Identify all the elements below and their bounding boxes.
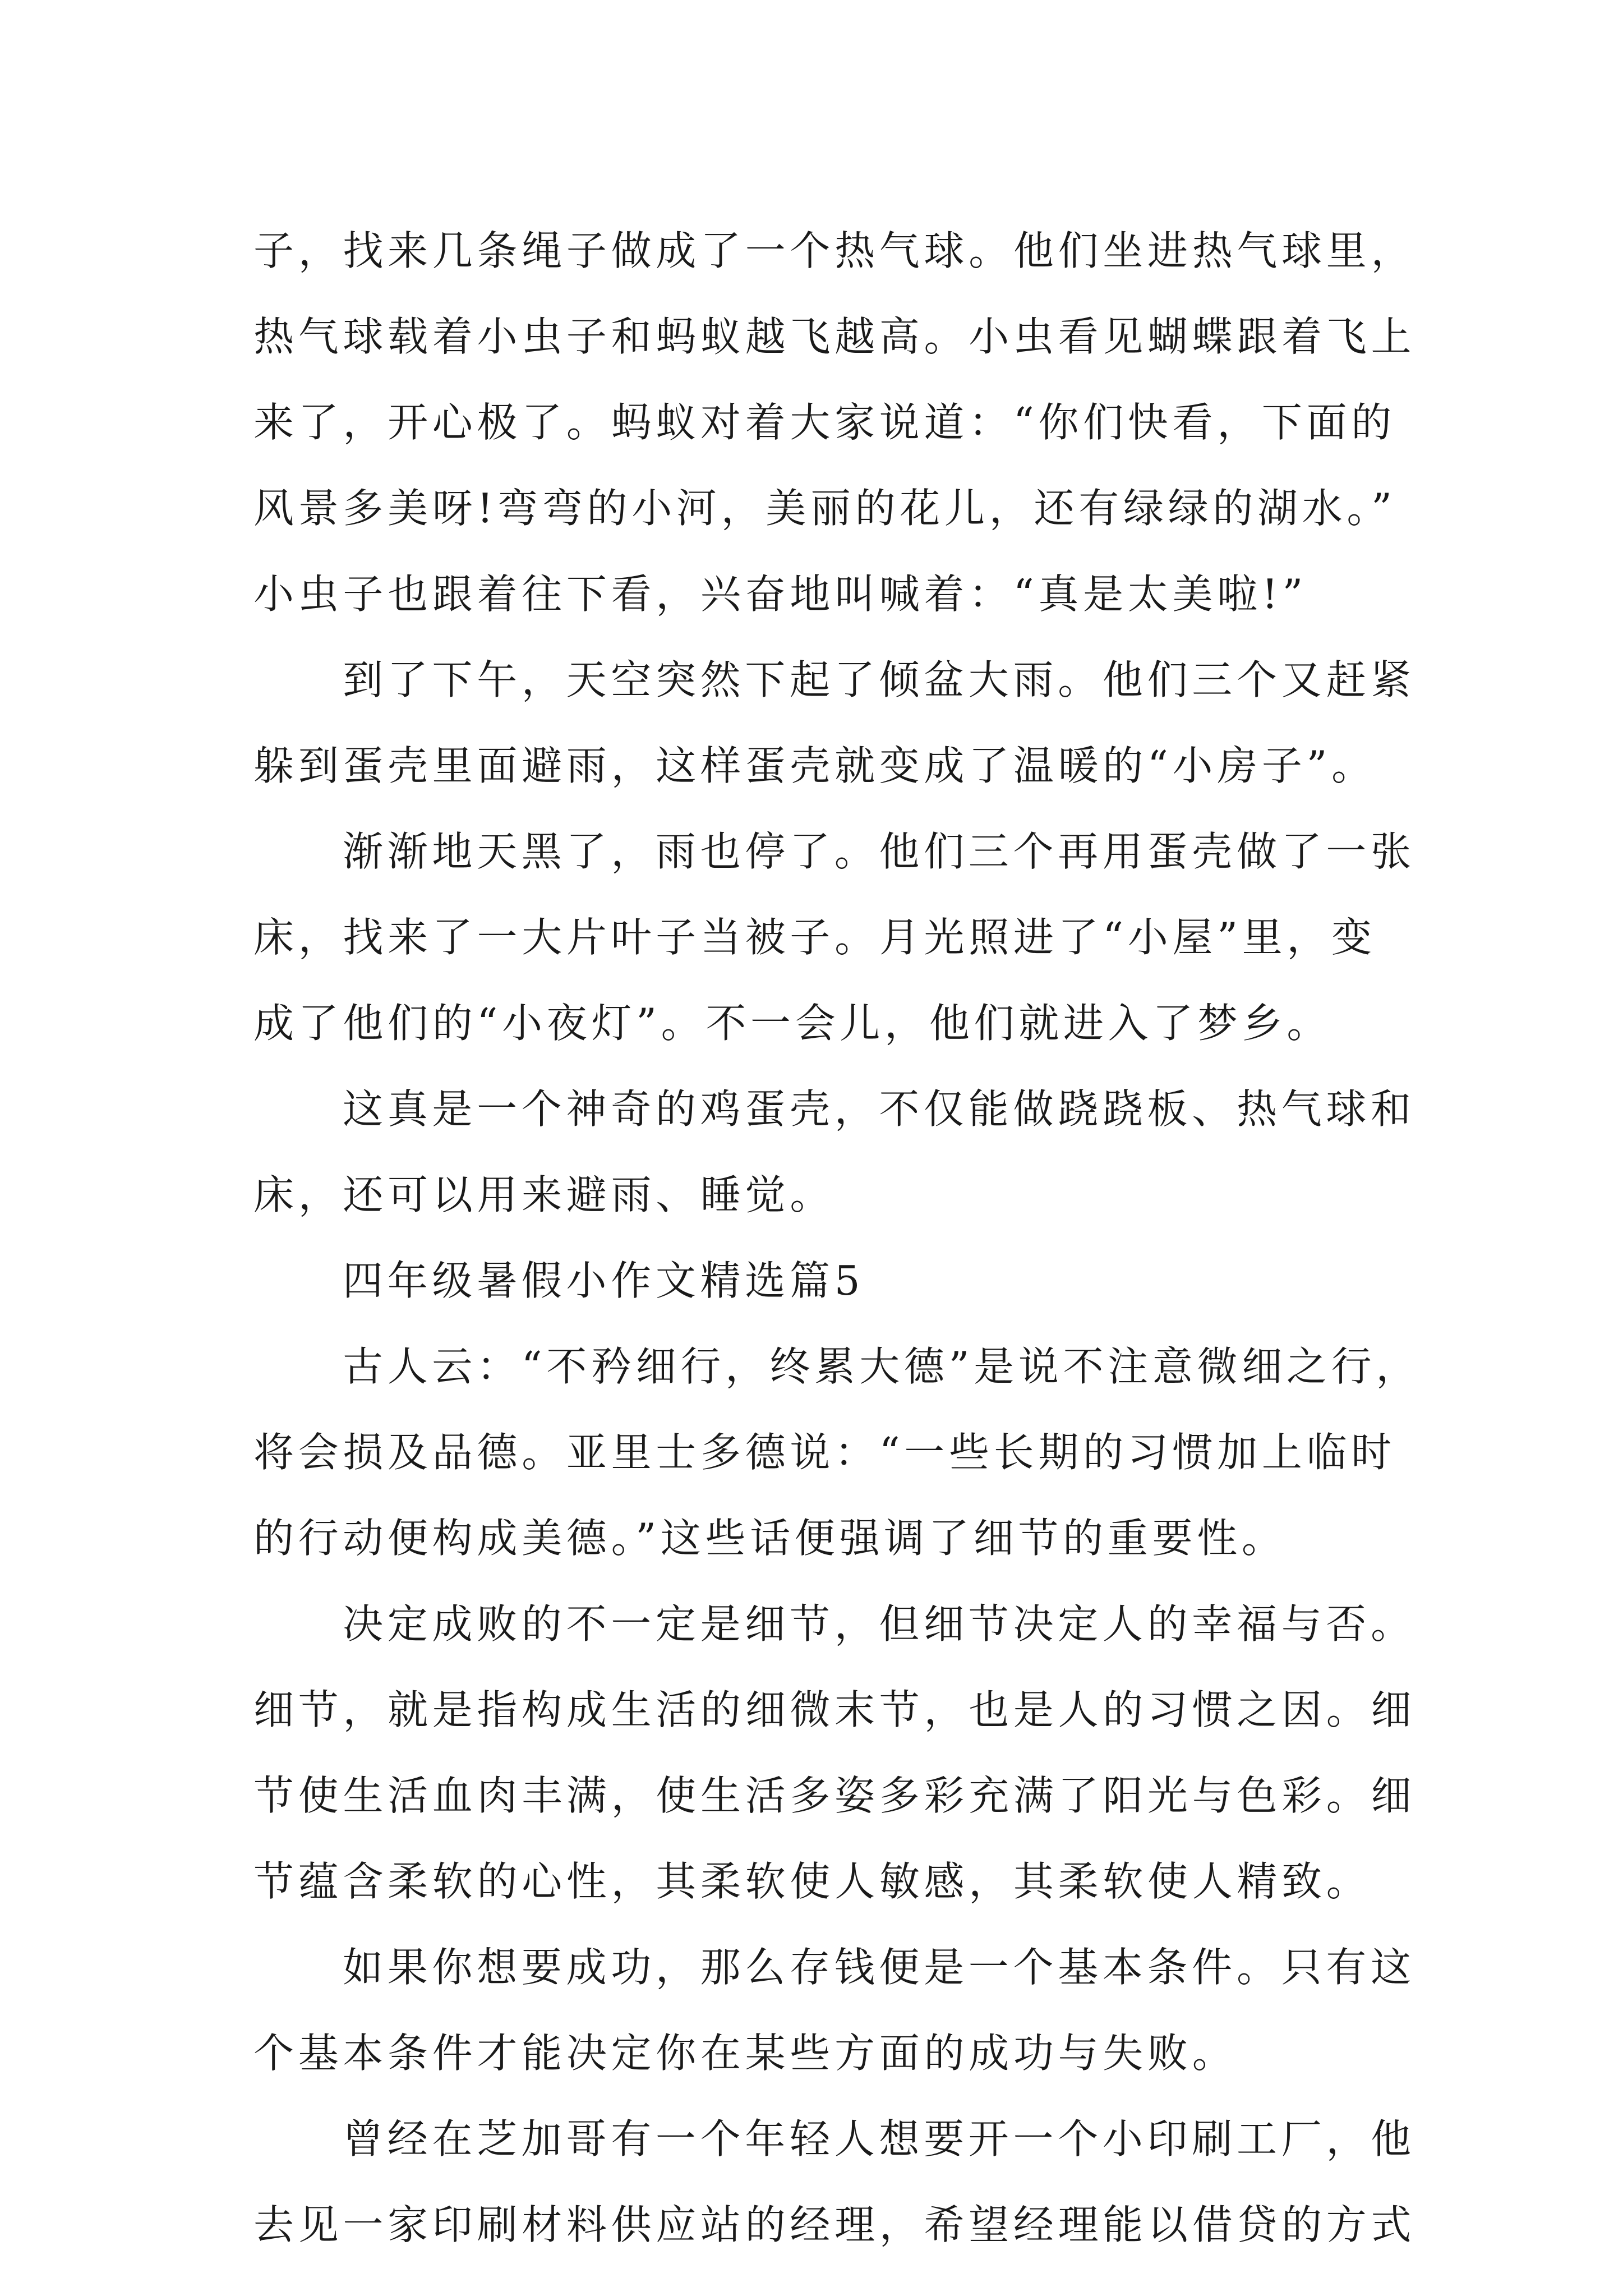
text-line: 古人云：“不矜细行，终累大德”是说不注意微细之行， xyxy=(343,1343,1421,1390)
text-line: 这真是一个神奇的鸡蛋壳，不仅能做跷跷板、热气球和 xyxy=(343,1085,1415,1133)
text-line: 床，找来了一大片叶子当被子。月光照进了“小屋”里，变 xyxy=(253,914,1376,961)
text-line: 热气球载着小虫子和蚂蚁越飞越高。小虫看见蝴蝶跟着飞上 xyxy=(253,313,1416,360)
paragraph xyxy=(253,1324,1431,1581)
paragraph xyxy=(253,1925,1431,2096)
document-body xyxy=(253,208,1431,2268)
text-line: 躲到蛋壳里面避雨，这样蛋壳就变成了温暖的“小房子”。 xyxy=(253,742,1376,789)
paragraph xyxy=(253,809,1431,1066)
text-line: 来了，开心极了。蚂蚁对着大家说道：“你们快看，下面的 xyxy=(253,399,1396,446)
text-line: 将会损及品德。亚里士多德说：“一些长期的习惯加上临时 xyxy=(253,1429,1396,1476)
text-line: 成了他们的“小夜灯”。不一会儿，他们就进入了梦乡。 xyxy=(253,1000,1332,1047)
paragraph xyxy=(253,208,1431,637)
paragraph xyxy=(253,2096,1431,2268)
section-heading: 四年级暑假小作文精选篇5 xyxy=(343,1257,865,1304)
text-line: 如果你想要成功，那么存钱便是一个基本条件。只有这 xyxy=(343,1944,1415,1991)
text-line: 去见一家印刷材料供应站的经理，希望经理能以借贷的方式 xyxy=(253,2201,1416,2248)
paragraph xyxy=(253,1581,1431,1925)
text-line: 节使生活血肉丰满，使生活多姿多彩充满了阳光与色彩。细 xyxy=(253,1772,1416,1819)
text-line: 风景多美呀!弯弯的小河，美丽的花儿，还有绿绿的湖水。” xyxy=(253,485,1396,532)
paragraph xyxy=(253,637,1431,809)
text-line: 细节，就是指构成生活的细微末节，也是人的习惯之因。细 xyxy=(253,1686,1416,1733)
text-line: 床，还可以用来避雨、睡觉。 xyxy=(253,1171,835,1218)
text-line: 子，找来几条绳子做成了一个热气球。他们坐进热气球里， xyxy=(253,227,1416,274)
text-line: 小虫子也跟着往下看，兴奋地叫喊着：“真是太美啦!” xyxy=(253,570,1308,618)
text-line: 到了下午，天空突然下起了倾盆大雨。他们三个又赶紧 xyxy=(343,656,1415,703)
text-line: 节蕴含柔软的心性，其柔软使人敏感，其柔软使人精致。 xyxy=(253,1858,1371,1905)
paragraph xyxy=(253,1066,1431,1238)
text-line: 渐渐地天黑了，雨也停了。他们三个再用蛋壳做了一张 xyxy=(343,828,1415,875)
text-line: 决定成败的不一定是细节，但细节决定人的幸福与否。 xyxy=(343,1600,1415,1648)
text-line: 个基本条件才能决定你在某些方面的成功与失败。 xyxy=(253,2030,1237,2077)
text-line: 曾经在芝加哥有一个年轻人想要开一个小印刷工厂，他 xyxy=(343,2115,1415,2162)
text-line: 的行动便构成美德。”这些话便强调了细节的重要性。 xyxy=(253,1515,1287,1562)
